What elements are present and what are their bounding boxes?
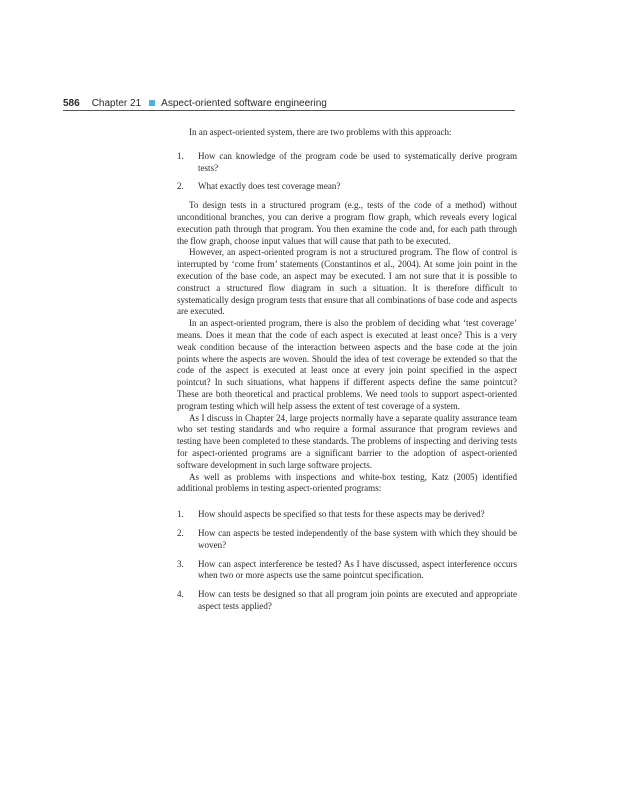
chapter-title: Aspect-oriented software engineering xyxy=(161,97,327,109)
list-item-number: 2. xyxy=(177,181,184,192)
list-item-text: How can aspect interference be tested? As I have discussed, aspect interference occurs when two or more aspects use the same pointcut specification. xyxy=(198,558,517,581)
paragraph: In an aspect-oriented program, there is also the problem of deciding what ‘test coverage’ means. Does it mean that the code of each aspect is executed at least once? This is a very weak condition because of the interaction between aspects and the base code at the join points where the aspects are woven. Should the idea of test coverage be extended so that the code of the aspect is executed at least once at every join point specified in the aspect pointcut? In such situations, what happens if different aspects define the same pointcut? These are both theoretical and practical problems. We need tools to support aspect-oriented program testing which will help assess the extent of test coverage of a system. xyxy=(177,318,517,411)
list-item xyxy=(177,509,517,521)
list-item-number: 1. xyxy=(177,150,184,161)
list-item xyxy=(177,559,517,583)
paragraph: As I discuss in Chapter 24, large projects normally have a separate quality assurance team who set testing standards and who require a formal assurance that program reviews and testing have been completed to these standards. The problems of inspecting and deriving tests for aspect-oriented programs are a significant barrier to the adoption of aspect-oriented software development in such large software projects. xyxy=(177,412,517,470)
list-item-text: How can aspects be tested independently of the base system with which they should be woven? xyxy=(198,527,517,550)
header-rule xyxy=(63,110,515,111)
page-number: 586 xyxy=(63,97,80,109)
list-item-number: 4. xyxy=(177,589,184,600)
page-body xyxy=(177,127,517,620)
running-header xyxy=(63,95,515,111)
list-item-text: What exactly does test coverage mean? xyxy=(198,181,341,192)
list-item-text: How can tests be designed so that all program join points are executed and appropriate aspect tests applied? xyxy=(198,589,517,611)
list-item-text: How can knowledge of the program code be used to systematically derive program tests? xyxy=(198,150,517,173)
list-item xyxy=(177,181,517,193)
list-item-number: 3. xyxy=(177,558,184,569)
paragraph: To design tests in a structured program (e.g., tests of the code of a method) without unconditional branches, you can derive a program flow graph, which reveals every logical execution path through that program. You then examine the code and, for each path through the flow graph, choose input values that will cause that path to be executed. xyxy=(177,200,517,246)
paragraph: However, an aspect-oriented program is not a structured program. The flow of control is interrupted by ‘come from’ statements (Constantinos et al., 2004). At some join point in the execution of the base code, an aspect may be executed. I am not sure that it is possible to construct a structured flow diagram in such a situation. It is therefore difficult to systematically design program tests that ensure that all combinations of base code and aspects are executed. xyxy=(177,247,517,317)
list-item xyxy=(177,589,517,613)
paragraph: As well as problems with inspections and white-box testing, Katz (2005) identified additional problems in testing aspect-oriented programs: xyxy=(177,471,517,494)
header-separator-square-icon xyxy=(149,100,155,106)
list-item-number: 2. xyxy=(177,527,184,538)
testing-problems-list xyxy=(177,509,517,613)
list-item xyxy=(177,528,517,552)
list-item xyxy=(177,151,517,175)
intro-paragraph: In an aspect-oriented system, there are two problems with this approach: xyxy=(189,127,452,137)
list-item-text: How should aspects be specified so that tests for these aspects may be derived? xyxy=(198,509,485,520)
list-item-number: 1. xyxy=(177,509,184,520)
problems-list xyxy=(177,151,517,193)
chapter-label: Chapter 21 xyxy=(91,97,142,109)
